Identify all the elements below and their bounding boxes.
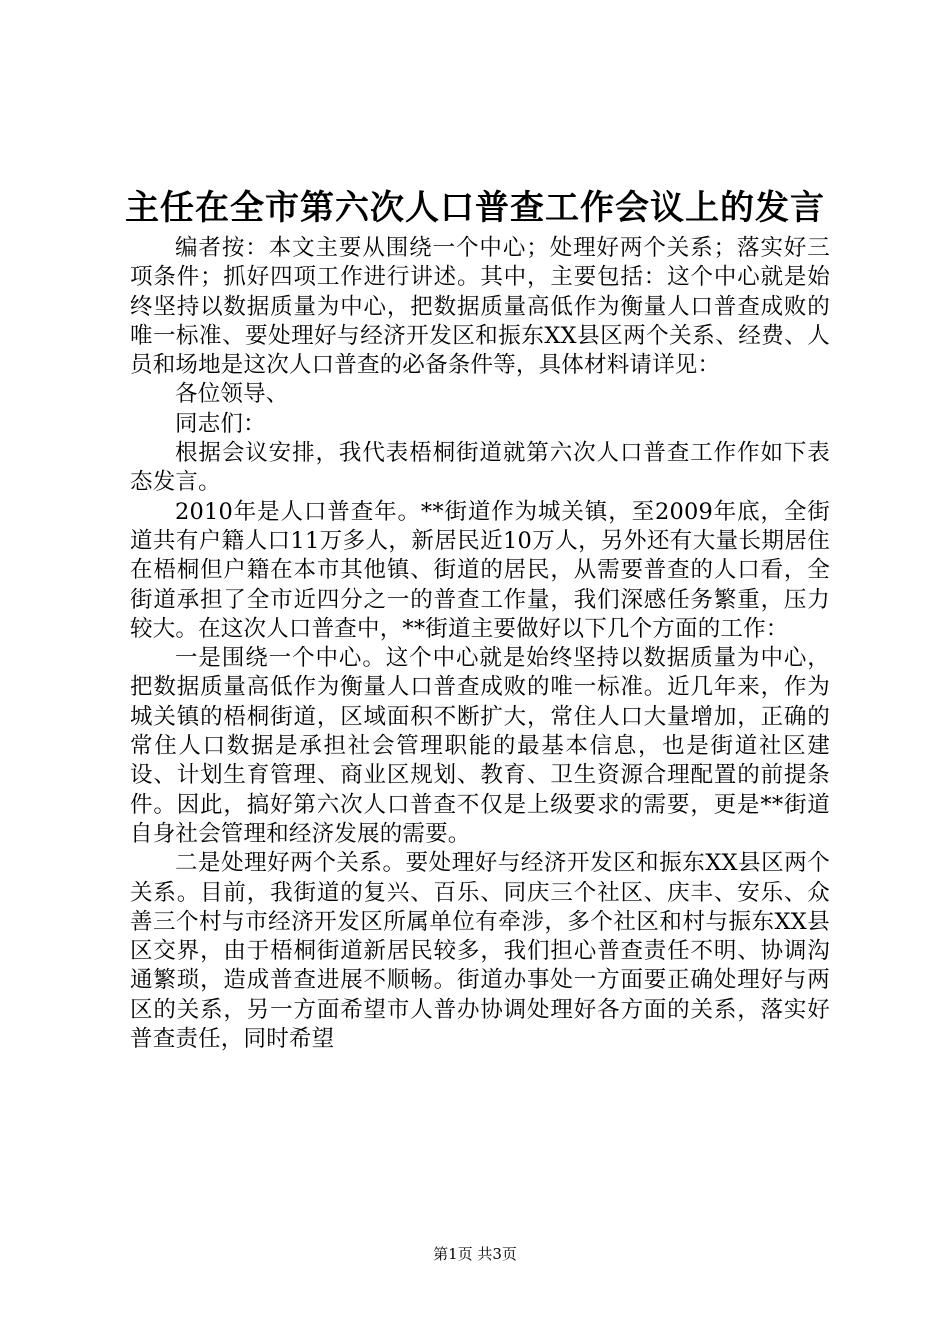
point-two-paragraph: 二是处理好两个关系。要处理好与经济开发区和振东XX县区两个关系。目前，我街道的复兴、百乐、同庆三个社区、庆丰、安乐、众善三个村与市经济开发区所属单位有牵涉，多个社区和村与振东XX县区交界，由于梧桐街道新居民较多，我们担心普查责任不明、协调沟通繁琐，造成普查进展不顺畅。街道办事处一方面要正确处理好与两区的关系，另一方面希望市人普办协调处理好各方面的关系，落实好普查责任，同时希望	[130, 850, 830, 1053]
intro-paragraph: 根据会议安排，我代表梧桐街道就第六次人口普查工作作如下表态发言。	[130, 440, 830, 496]
background-paragraph: 2010年是人口普查年。**街道作为城关镇，至2009年底，全街道共有户籍人口11万多人，新居民近10万人，另外还有大量长期居住在梧桐但户籍在本市其他镇、街道的居民，从需要普查的人口看，全街道承担了全市近四分之一的普查工作量，我们深感任务繁重，压力较大。在这次人口普查中，**街道主要做好以下几个方面的工作：	[130, 498, 830, 642]
point-one-paragraph: 一是围绕一个中心。这个中心就是始终坚持以数据质量为中心，把数据质量高低作为衡量人口普查成败的唯一标准。近几年来，作为城关镇的梧桐街道，区域面积不断扩大，常住人口大量增加，正确的常住人口数据是承担社会管理职能的最基本信息，也是街道社区建设、计划生育管理、商业区规划、教育、卫生资源合理配置的前提条件。因此，搞好第六次人口普查不仅是上级要求的需要，更是**街道自身社会管理和经济发展的需要。	[130, 645, 830, 847]
document-title: 主任在全市第六次人口普查工作会议上的发言	[125, 188, 825, 228]
salutation-comrades: 同志们：	[175, 410, 266, 437]
document-body	[130, 234, 830, 1054]
editor-note-paragraph: 编者按：本文主要从围绕一个中心；处理好两个关系；落实好三项条件；抓好四项工作进行讲述。其中，主要包括：这个中心就是始终坚持以数据质量为中心，把数据质量高低作为衡量人口普查成败的唯一标准、要处理好与经济开发区和振东XX县区两个关系、经费、人员和场地是这次人口普查的必备条件等，具体材料请详见：	[130, 235, 830, 379]
salutation-leaders: 各位领导、	[175, 381, 289, 408]
page-footer: 第1页 共3页	[433, 1245, 517, 1263]
